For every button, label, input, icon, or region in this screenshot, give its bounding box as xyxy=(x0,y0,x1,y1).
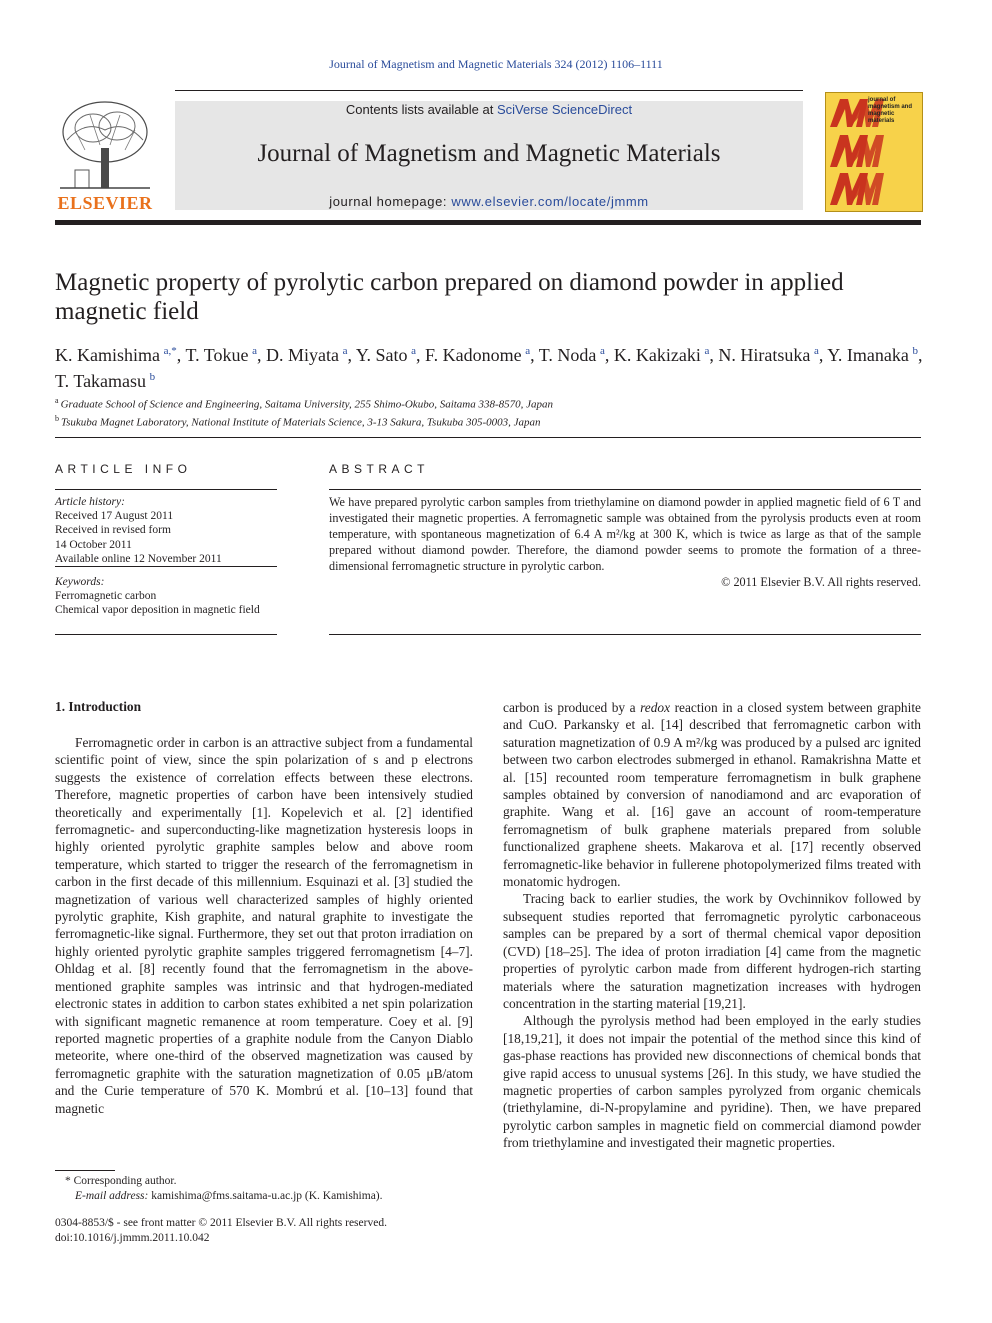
corresponding-note: * Corresponding author. xyxy=(65,1175,177,1187)
paragraph: Tracing back to earlier studies, the work by Ovchinnikov followed by subsequent studies reported that ferromagnetic pyrolytic carbonaceous samples can be prepared by a sort of thermal chemical vapor deposition (CVD) [18–25]. The idea of proton irradiation [4] came from the magnetic properties of pyrolytic carbon made from different hydrogen-rich starting materials where the saturation magnetization increases with hydrogen concentration in the starting material [19,21]. xyxy=(503,891,921,1011)
paragraph: Ferromagnetic order in carbon is an attractive subject from a fundamental scientific point of view, since the spin polarization of s and p electrons suggests the existence of correlation effects between these electrons. Therefore, magnetic properties of carbon have been intensively studied theoretically and experimentally [1]. Kopelevich et al. [2] identified ferromagnetic- and superconducting-like magnetization hysteresis loops in highly oriented pyrolytic graphite samples below and above room temperature, which started to trigger the research of the ferromagnetism in carbon in the first decade of this millennium. Esquinazi et al. [3] studied the magnetization of various well characterized samples of highly oriented pyrolytic graphite, Kish graphite, and natural graphite to investigate the ferromagnetic-like signal. Furthermore, they set out that proton irradiation on highly oriented pyrolytic graphite samples triggered ferromagnetism [4–7]. Ohldag et al. [8] recently found that the ferromagnetism in the above-mentioned graphite samples was intrinsic and that hydrogen-mediated electronic states in addition to carbon states exhibited a net spin polarization with significant magnetic remanence at room temperature. Coey et al. [9] reported magnetic properties of a graphite nodule from the Canyon Diablo meteorite, where one-third of the observed magnetization was caused by ferromagnetic graphite with the saturation magnetization of 0.05 μB/atom and the Curie temperature of 570 K. Mombrú et al. [10–13] found that magnetic xyxy=(55,735,473,1116)
author-name: D. Miyata xyxy=(266,345,339,365)
cover-title: journal of magnetism and magnetic materials xyxy=(868,97,913,124)
affiliation xyxy=(55,394,921,412)
article-history xyxy=(55,495,277,566)
elsevier-wordmark: ELSEVIER xyxy=(57,193,153,213)
info-rule xyxy=(55,634,277,635)
affiliation-text: Graduate School of Science and Engineering, Saitama University, 255 Shimo-Okubo, Saitama 338-8570, Japan xyxy=(60,398,554,411)
author-name: Y. Sato xyxy=(355,345,408,365)
author-affiliation-mark[interactable]: a xyxy=(600,345,605,357)
abstract-text: We have prepared pyrolytic carbon samples from triethylamine on diamond powder in applied magnetic field of 6 T and investigated their magnetic properties. A ferromagnetic sample was obtained from the pyrolysis products even at room temperature, with spontaneous magnetization of 6.4 A m²/kg at 300 K, which is twice as large as that of the sample prepared without diamond powder. Therefore, the diamond powder seems to promote the formation of a three-dimensional ferromagnetic structure in pyrolytic carbon. xyxy=(329,495,921,573)
author-name: T. Tokue xyxy=(185,345,249,365)
author-affiliation-mark[interactable]: a xyxy=(704,345,710,357)
author-affiliation-mark[interactable]: a xyxy=(411,345,417,357)
elsevier-tree-icon xyxy=(55,100,155,192)
author-affiliation-mark[interactable]: b xyxy=(912,345,918,357)
left-column xyxy=(55,734,473,1117)
journal-citation[interactable]: Journal of Magnetism and Magnetic Materials 324 (2012) 1106–1111 xyxy=(329,57,663,71)
sciencedirect-link[interactable]: SciVerse ScienceDirect xyxy=(496,102,633,117)
keyword: Ferromagnetic carbon xyxy=(55,590,157,603)
history-item: Received 17 August 2011 xyxy=(55,510,174,523)
abstract-copyright: © 2011 Elsevier B.V. All rights reserved. xyxy=(721,575,921,589)
article-title: Magnetic property of pyrolytic carbon prepared on diamond powder in applied magnetic field xyxy=(55,269,844,325)
history-label: Article history: xyxy=(55,496,125,508)
footnote xyxy=(55,1174,473,1203)
history-item: Available online 12 November 2011 xyxy=(55,552,222,565)
header-rule xyxy=(175,90,803,91)
homepage-link[interactable]: www.elsevier.com/locate/jmmm xyxy=(451,194,649,209)
history-item: 14 October 2011 xyxy=(55,538,132,551)
footnote-rule xyxy=(55,1170,115,1171)
paragraph: Although the pyrolysis method had been employed in the early studies [18,19,21], it does not impair the potential of the method since this kind of gas-phase reactions has provided new disconnections of chemical bonds that give rapid access to unusual systems [26]. In this study, we have studied the magnetic properties of carbon samples pyrolyzed from organic chemicals (triethylamine, di-N-propylamine and pyridine). Then, we have prepared pyrolytic carbon samples in magnetic field on commercial diamond powder from triethylamine and investigated their magnetic properties. xyxy=(503,1013,921,1151)
author-affiliation-mark[interactable]: a xyxy=(813,345,819,357)
author-affiliation-mark[interactable]: a xyxy=(525,345,531,357)
author-affiliation-mark[interactable]: a,* xyxy=(163,345,177,357)
author-name: F. Kadonome xyxy=(425,345,522,365)
abstract-rule xyxy=(329,489,921,490)
doi-line[interactable]: doi:10.1016/j.jmmm.2011.10.042 xyxy=(55,1231,210,1244)
affiliation-mark: b xyxy=(55,414,61,424)
affiliation xyxy=(55,412,921,430)
email-address[interactable]: kamishima@fms.saitama-u.ac.jp (K. Kamishima). xyxy=(151,1189,383,1202)
issn-line: 0304-8853/$ - see front matter © 2011 Elsevier B.V. All rights reserved. xyxy=(55,1217,387,1229)
author-list: K. Kamishima $^{a,*}$, T. Tokue $^a$, D. Miyata $^a$, Y. Sato $^a$, F. Kadonome $^a$, T. Noda $^a$, K. Kakizaki $^a$, N. Hiratsuka $^a$, Y. Imanaka $^b$, T. Takamasu $^b$ xyxy=(55,345,923,391)
author-name: K. Kamishima xyxy=(55,345,160,365)
paragraph: carbon is produced by a redox reaction in a closed system between graphite and CuO. Parkansky et al. [14] described that ferromagnetic carbon with saturation magnetization of 0.9 A m²/kg was produced by a pulsed arc ignited between two carbon electrodes submerged in ethanol. Ramakrishna Matte et al. [15] recounted room temperature ferromagnetism in bulk graphene samples obtained by conversion of nanodiamond and arc evaporation of graphite. Wang et al. [16] gave an account of room-temperature ferromagnetism of bulk graphene materials prepared from soluble functionalized graphene sheets. Makarova et al. [17] recently observed ferromagnetic-like behavior in fullerene photopolymerized films treated with monatomic hydrogen. xyxy=(503,700,921,890)
page-footer xyxy=(55,1216,473,1245)
right-column xyxy=(503,699,921,1152)
affiliations xyxy=(55,394,921,430)
contents-line xyxy=(175,102,803,117)
article-info-heading: ARTICLE INFO xyxy=(55,462,192,476)
author-name: K. Kakizaki xyxy=(613,345,701,365)
abstract-heading: ABSTRACT xyxy=(329,462,430,476)
info-rule xyxy=(55,489,277,490)
info-rule xyxy=(55,566,277,567)
author-affiliation-mark[interactable]: b xyxy=(149,371,156,383)
author-name: N. Hiratsuka xyxy=(718,345,811,365)
journal-title: Journal of Magnetism and Magnetic Materials xyxy=(257,140,721,167)
author-name: Y. Imanaka xyxy=(827,345,909,365)
abstract-rule xyxy=(329,634,921,635)
contents-prefix: Contents lists available at xyxy=(345,102,497,117)
author-affiliation-mark[interactable]: a xyxy=(342,345,348,357)
keyword: Chemical vapor deposition in magnetic field xyxy=(55,604,260,617)
author-name: T. Noda xyxy=(538,345,597,365)
homepage-prefix: journal homepage: xyxy=(329,194,452,209)
header-thick-rule xyxy=(55,220,921,225)
keywords-label: Keywords: xyxy=(55,576,105,588)
affiliation-mark: a xyxy=(55,396,61,405)
affiliation-text: Tsukuba Magnet Laboratory, National Institute of Materials Science, 3-13 Sakura, Tsukuba 305-0003, Japan xyxy=(61,416,541,429)
history-item: Received in revised form xyxy=(55,524,171,537)
title-rule xyxy=(55,437,921,438)
keywords xyxy=(55,575,277,618)
author-affiliation-mark[interactable]: a xyxy=(252,345,257,357)
author-name: T. Takamasu xyxy=(55,371,147,391)
homepage-line xyxy=(175,194,803,209)
section-heading: 1. Introduction xyxy=(55,699,142,714)
email-label: E-mail address: xyxy=(75,1189,149,1202)
